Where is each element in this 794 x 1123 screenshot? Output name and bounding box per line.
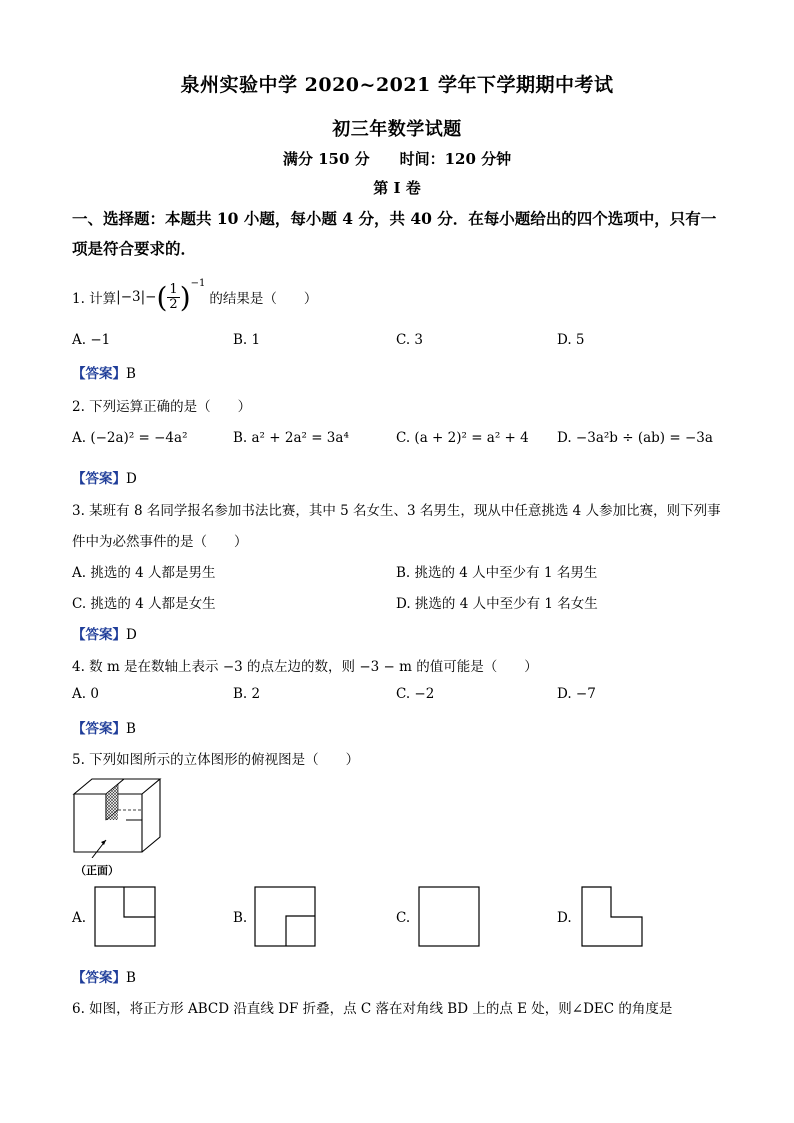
answer-tag: 【答案】 — [72, 721, 126, 737]
question-4-stem: 4. 数 m 是在数轴上表示 −3 的点左边的数，则 −3 − m 的值可能是（ ） — [72, 659, 538, 675]
q5-option-c-label: C. — [396, 910, 411, 926]
q4-answer-value: B — [126, 721, 136, 737]
q3-answer — [72, 623, 137, 643]
answer-tag: 【答案】 — [72, 627, 126, 643]
q4-option-c: C. −2 — [396, 686, 435, 702]
exam-title: 泉州实验中学 2020~2021 学年下学期期中考试 — [180, 74, 614, 96]
q5-option-a-label: A. — [72, 910, 87, 926]
q3-option-d: D. 挑选的 4 人中至少有 1 名女生 — [396, 596, 598, 612]
volume-label: 第 I 卷 — [373, 179, 421, 197]
q5-option-a-figure — [93, 886, 157, 948]
q4-option-b: B. 2 — [233, 686, 261, 702]
q1-exponent: −1 — [190, 277, 206, 289]
q2-option-c: C. (a + 2)² = a² + 4 — [396, 430, 529, 446]
q1-option-d: D. 5 — [557, 332, 585, 348]
answer-tag: 【答案】 — [72, 471, 126, 487]
q2-answer-value: D — [126, 471, 137, 487]
question-5-stem: 5. 下列如图所示的立体图形的俯视图是（ ） — [72, 752, 360, 768]
q4-option-d: D. −7 — [557, 686, 596, 702]
q4-answer — [72, 717, 136, 737]
answer-tag: 【答案】 — [72, 970, 126, 986]
q5-answer — [72, 966, 136, 986]
q5-answer-value: B — [126, 970, 136, 986]
q3-answer-value: D — [126, 627, 137, 643]
q1-prefix: 1. 计算 — [72, 291, 117, 307]
question-1-stem — [72, 275, 317, 319]
q1-frac-denominator: 2 — [169, 296, 178, 312]
section-heading-line1: 一、选择题：本题共 10 小题，每小题 4 分，共 40 分．在每小题给出的四个选项中，只有一 — [72, 209, 717, 228]
q1-frac-numerator: 1 — [169, 281, 178, 297]
q3-option-c: C. 挑选的 4 人都是女生 — [72, 596, 216, 612]
section-heading-line2: 项是符合要求的． — [72, 239, 197, 258]
q1-option-c: C. 3 — [396, 332, 424, 348]
q3-option-b: B. 挑选的 4 人中至少有 1 名男生 — [396, 565, 598, 581]
q1-suffix: 的结果是（ ） — [209, 291, 318, 307]
q1-fraction — [167, 283, 179, 312]
q1-answer-value: B — [126, 366, 136, 382]
front-label: （正面） — [75, 864, 119, 877]
score-time: 满分 150 分 时间：120 分钟 — [282, 150, 512, 168]
q5-option-d-label: D. — [557, 910, 572, 926]
question-2-stem: 2. 下列运算正确的是（ ） — [72, 399, 252, 415]
q4-option-a: A. 0 — [72, 686, 99, 702]
q5-option-b-figure — [253, 886, 317, 948]
q1-paren-left: ( — [156, 280, 168, 314]
solid-figure — [70, 776, 170, 858]
q1-abs: |−3|− — [116, 289, 157, 305]
question-6-stem: 6. 如图，将正方形 ABCD 沿直线 DF 折叠，点 C 落在对角线 BD 上的点 E 处，则∠DEC 的角度是 — [72, 1001, 673, 1017]
q5-option-d-figure — [580, 886, 644, 948]
q2-answer — [72, 467, 137, 487]
q1-answer — [72, 362, 136, 382]
q2-option-a: A. (−2a)² = −4a² — [72, 430, 188, 446]
answer-tag: 【答案】 — [72, 366, 126, 382]
exam-subtitle: 初三年数学试题 — [332, 119, 462, 140]
q1-option-a: A. −1 — [72, 332, 111, 348]
question-3-line1: 3. 某班有 8 名同学报名参加书法比赛，其中 5 名女生、3 名男生，现从中任意挑选 4 人参加比赛，则下列事 — [72, 503, 721, 519]
q5-option-b-label: B. — [233, 910, 248, 926]
q3-option-a: A. 挑选的 4 人都是男生 — [72, 565, 216, 581]
q5-option-c-figure — [417, 886, 481, 948]
q2-option-d: D. −3a²b ÷ (ab) = −3a — [557, 430, 713, 446]
q1-option-b: B. 1 — [233, 332, 261, 348]
question-3-line2: 件中为必然事件的是（ ） — [72, 534, 248, 550]
q2-option-b: B. a² + 2a² = 3a⁴ — [233, 430, 349, 446]
q1-paren-right: ) — [179, 280, 191, 314]
